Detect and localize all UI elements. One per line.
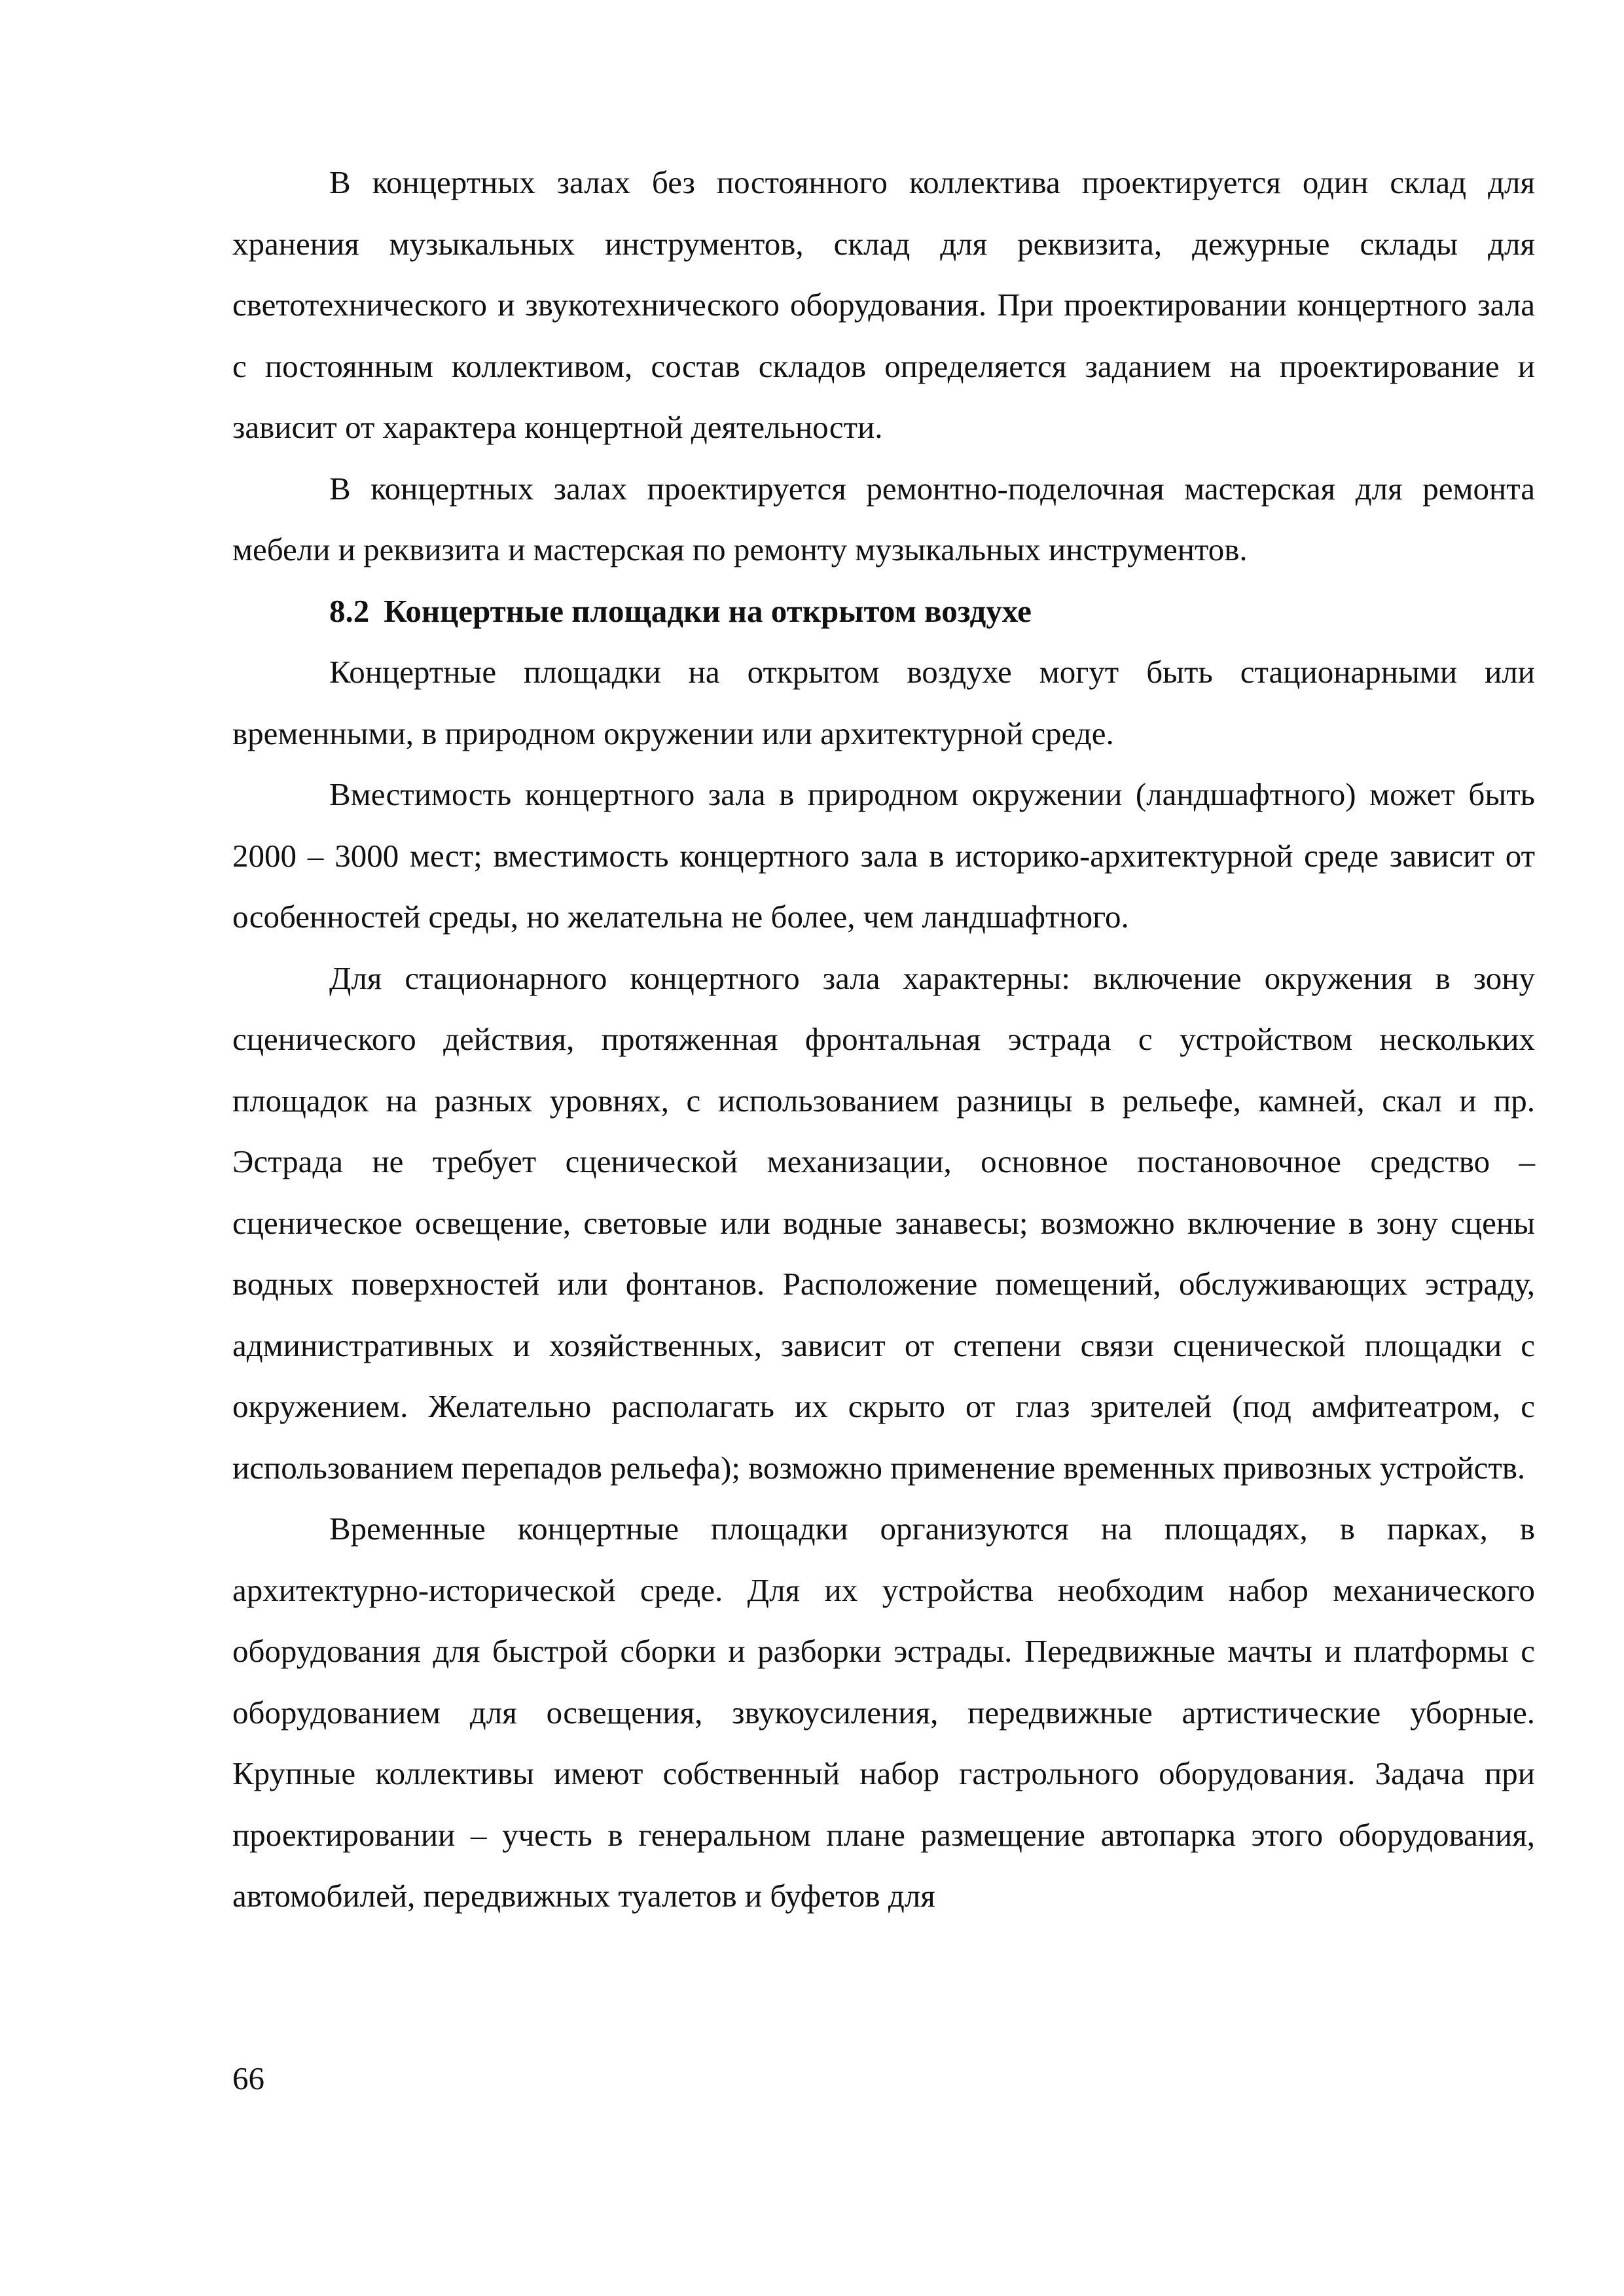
paragraph-outdoor-types: Концертные площадки на открытом воздухе могут быть стационарными или временными, в природном окружении или архитектурной среде. — [232, 654, 1535, 751]
section-title: Концертные площадки на открытом воздухе — [384, 592, 1032, 629]
page-number: 66 — [232, 2060, 264, 2096]
section-heading — [232, 581, 1535, 642]
paragraph-stationary-hall: Для стационарного концертного зала характерны: включение окружения в зону сценического действия, протяженная фронтальная эстрада с устройством нескольких площадок на разных уровнях, с использованием разницы в рельефе, камней, скал и пр. Эстрада не требует сценической механизации, основное постановочное средство – сценическое освещение, световые или водные занавесы; возможно включение в зону сцены водных поверхностей или фонтанов. Расположение помещений, обслуживающих эстраду, административных и хозяйственных, зависит от степени связи сценической площадки с окружением. Желательно располагать их скрыто от глаз зрителей (под амфитеатром, с использованием перепадов рельефа); возможно применение временных привозных устройств. — [232, 960, 1535, 1486]
paragraph-temporary-venues: Временные концертные площадки организуются на площадях, в парках, в архитектурно-исторической среде. Для их устройства необходим набор механического оборудования для быстрой сборки и разборки эстрады. Передвижные мачты и платформы с оборудованием для освещения, звукоусиления, передвижные артистические уборные. Крупные коллективы имеют собственный набор гастрольного оборудования. Задача при проектировании – учесть в генеральном плане размещение автопарка этого оборудования, автомобилей, передвижных туалетов и буфетов для — [232, 1511, 1535, 1914]
paragraph-capacity: Вместимость концертного зала в природном окружении (ландшафтного) может быть 2000 – 3000 мест; вместимость концертного зала в историко-архитектурной среде зависит от особенностей среды, но желательна не более, чем ландшафтного. — [232, 776, 1535, 935]
body-text — [232, 152, 1535, 1927]
section-number: 8.2 — [329, 592, 370, 629]
paragraph-repair-workshop: В концертных залах проектируется ремонтно-поделочная мастерская для ремонта мебели и реквизита и мастерская по ремонту музыкальных инструментов. — [232, 470, 1535, 567]
paragraph-storage-warehouses: В концертных залах без постоянного коллектива проектируется один склад для хранения музыкальных инструментов, склад для реквизита, дежурные склады для светотехнического и звукотехнического оборудования. При проектировании концертного зала с постоянным коллективом, состав складов определяется заданием на проектирование и зависит от характера концертной деятельности. — [232, 164, 1535, 445]
